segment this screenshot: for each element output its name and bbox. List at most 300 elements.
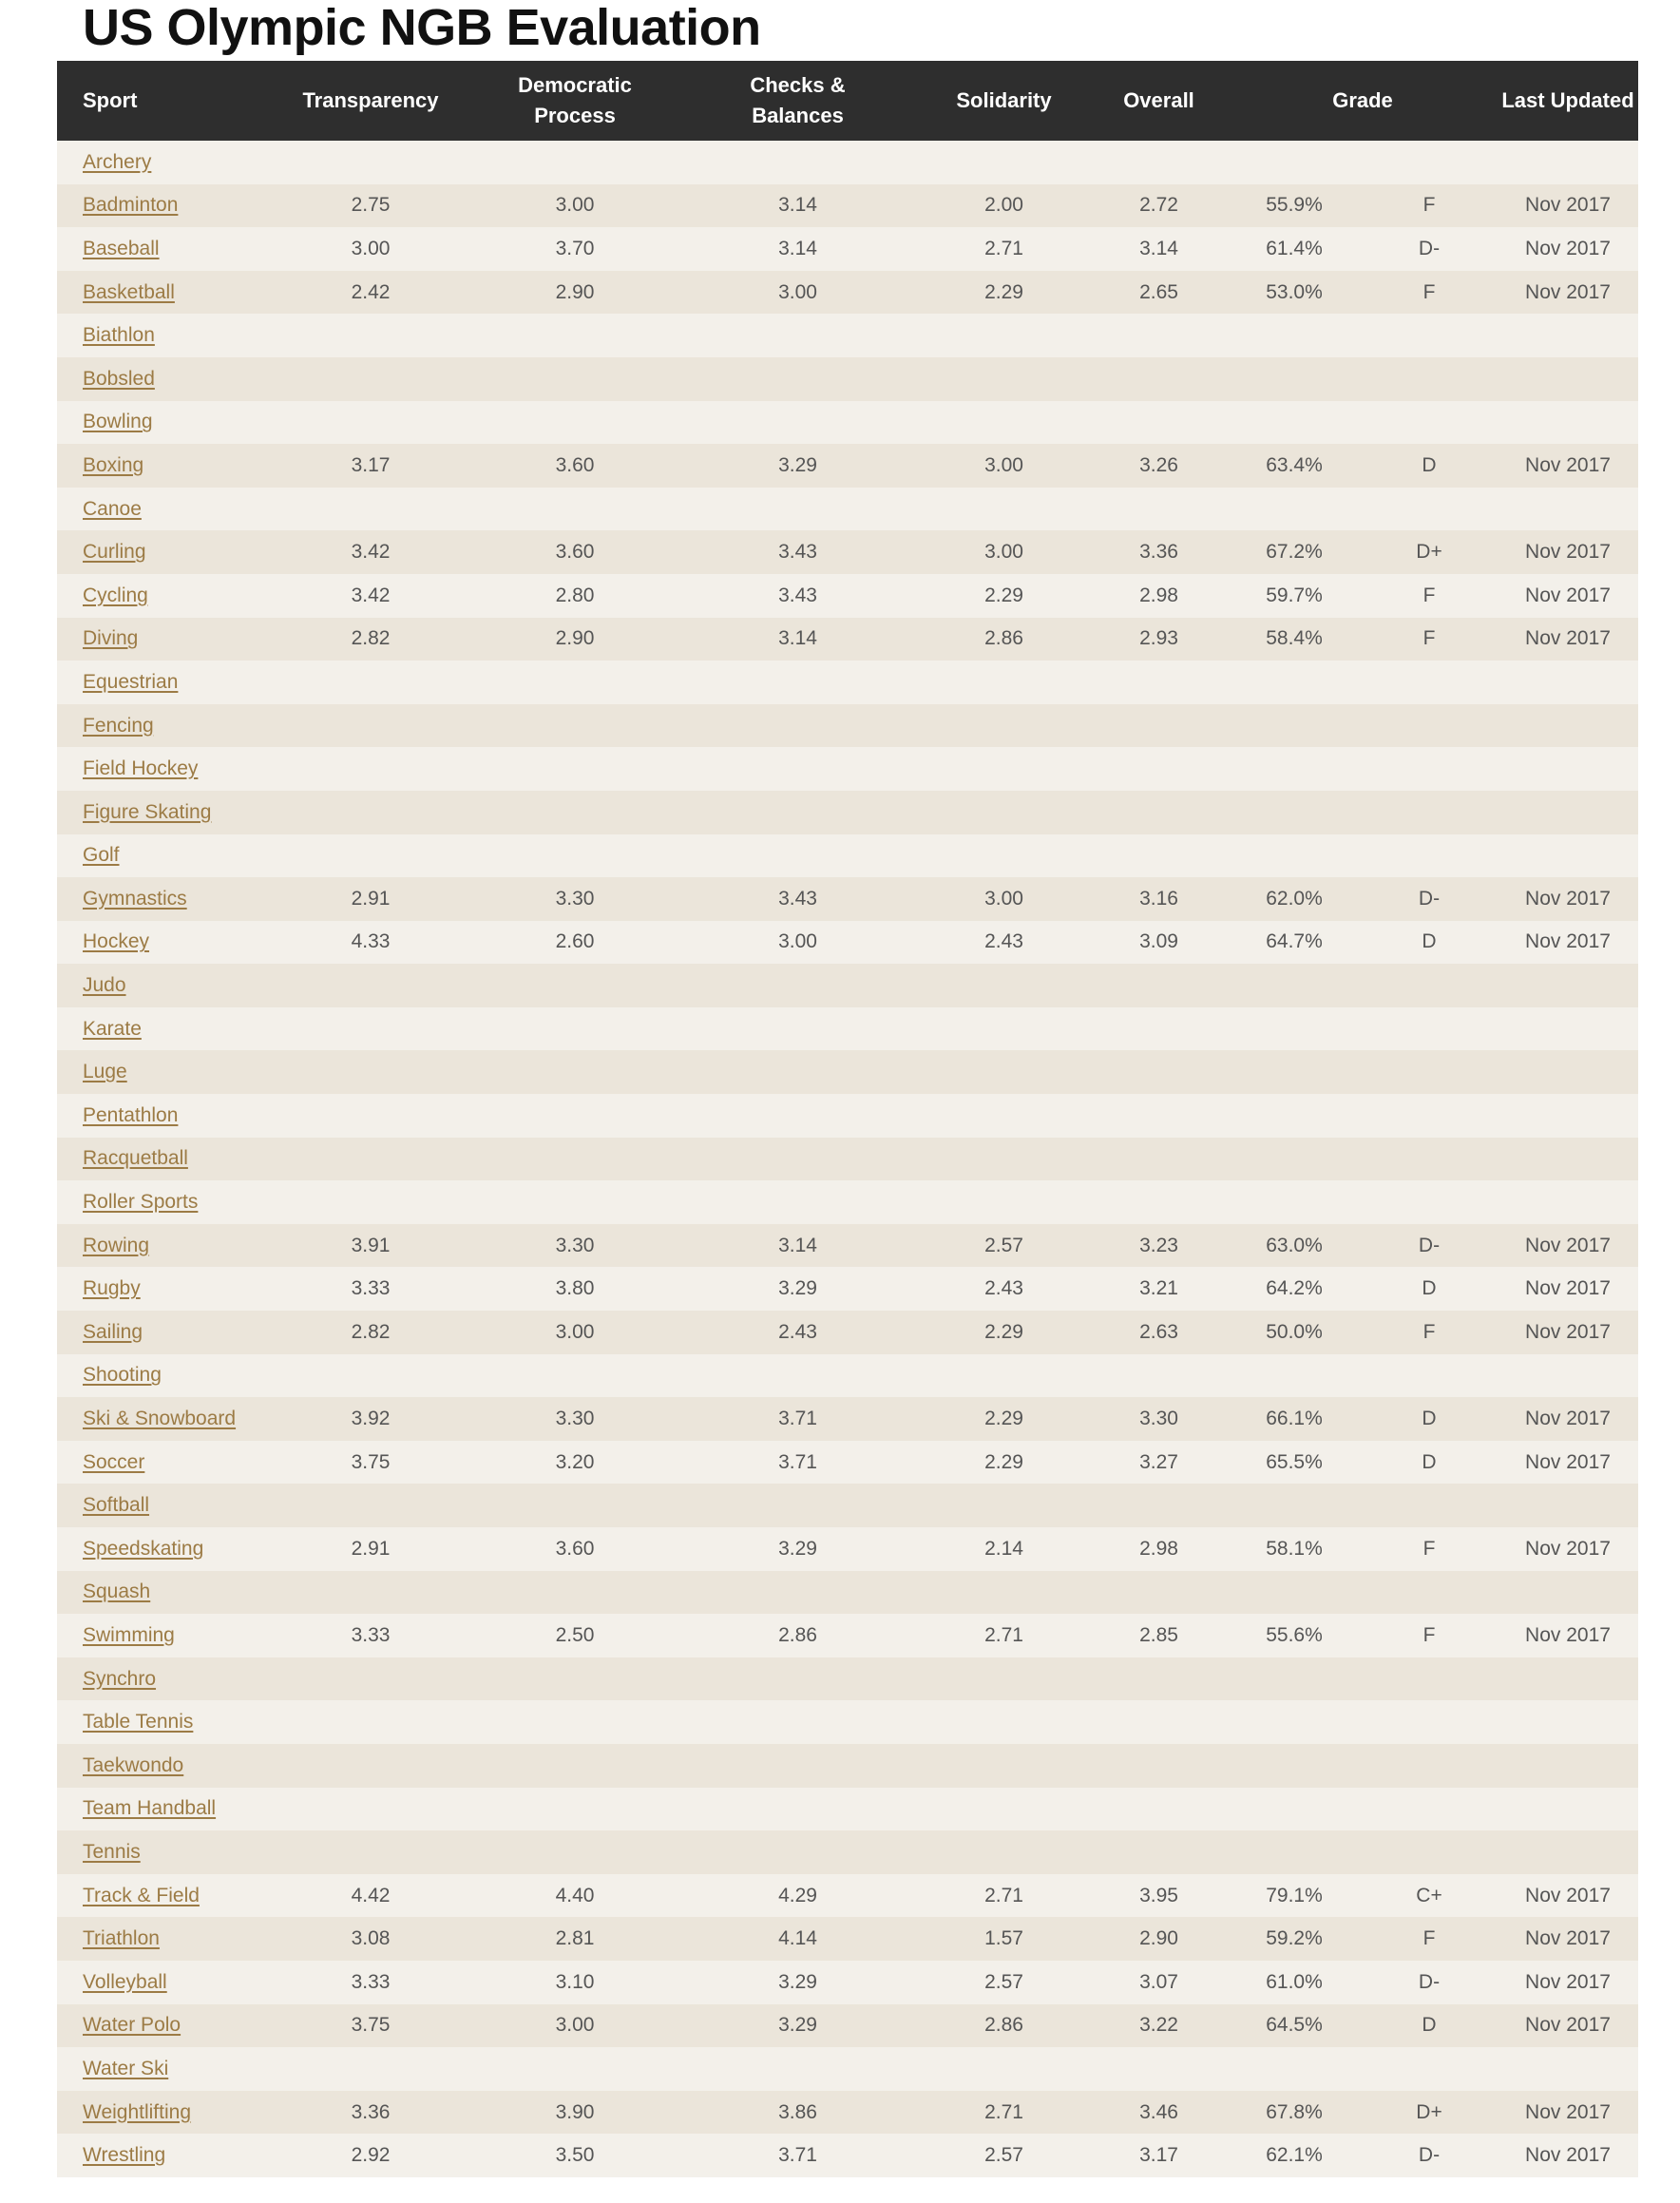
transparency-cell [269, 357, 472, 401]
grade-percent-cell [1228, 1484, 1361, 1527]
col-header-checks-balances[interactable] [678, 61, 918, 141]
sport-cell [57, 2091, 269, 2135]
democratic-process-cell [472, 1354, 678, 1398]
transparency-cell: 3.00 [351, 237, 391, 259]
table-row [57, 2047, 1638, 2091]
transparency-cell [269, 1007, 472, 1051]
democratic-process-cell [472, 661, 678, 704]
grade-letter-cell: F [1422, 194, 1436, 217]
democratic-process-cell [472, 357, 678, 401]
col-header-last-updated[interactable]: Last Updated [1501, 88, 1634, 112]
sport-link[interactable]: Taekwondo [83, 1753, 184, 1776]
table-header [57, 61, 1638, 141]
democratic-process-cell [472, 1007, 678, 1051]
grade-letter-cell: F [1422, 1320, 1436, 1343]
solidarity-cell: 2.71 [984, 1884, 1023, 1906]
col-header-transparency[interactable]: Transparency [302, 88, 439, 112]
sport-cell [57, 2047, 269, 2091]
sport-cell [57, 401, 269, 445]
sport-cell [57, 1007, 269, 1051]
transparency-cell [269, 1788, 472, 1831]
solidarity-cell [918, 964, 1090, 1007]
col-header-checks-line1: Checks & [750, 73, 846, 97]
last-updated-cell: Nov 2017 [1525, 1320, 1611, 1343]
sport-link[interactable]: Synchro [83, 1667, 157, 1690]
sport-cell [57, 1094, 269, 1138]
grade-percent-cell: 63.4% [1266, 453, 1323, 476]
grade-letter-cell [1361, 1180, 1498, 1224]
transparency-cell [269, 791, 472, 834]
sport-link[interactable]: Racquetball [83, 1147, 188, 1170]
col-header-sport[interactable]: Sport [83, 88, 138, 112]
grade-letter-cell [1361, 488, 1498, 531]
solidarity-cell: 3.00 [984, 453, 1023, 476]
sport-link[interactable]: Figure Skating [83, 800, 212, 823]
sport-link[interactable]: Curling [83, 541, 146, 564]
checks-balances-cell [678, 1700, 918, 1744]
sport-cell [57, 530, 269, 574]
table-row [57, 1788, 1638, 1831]
grade-percent-cell [1228, 1744, 1361, 1788]
sport-link[interactable]: Fencing [83, 714, 154, 737]
democratic-process-cell: 3.70 [555, 237, 595, 259]
col-header-grade[interactable]: Grade [1332, 88, 1393, 112]
col-header-democratic-line1: Democratic [518, 73, 632, 97]
grade-letter-cell: D [1422, 1408, 1437, 1430]
checks-balances-cell [678, 357, 918, 401]
overall-cell: 3.95 [1139, 1884, 1178, 1906]
solidarity-cell: 2.29 [984, 1320, 1023, 1343]
sport-cell [57, 357, 269, 401]
table-row [57, 141, 1638, 184]
last-updated-cell [1498, 1830, 1638, 1874]
sport-cell [57, 1267, 269, 1311]
sport-link[interactable]: Swimming [83, 1623, 175, 1646]
table-row [57, 1484, 1638, 1527]
col-header-democratic-process[interactable] [472, 61, 678, 141]
transparency-cell [269, 661, 472, 704]
democratic-process-cell [472, 1830, 678, 1874]
sport-link[interactable]: Luge [83, 1061, 127, 1083]
sport-cell [57, 1830, 269, 1874]
sport-link[interactable]: Volleyball [83, 1970, 167, 1993]
sport-link[interactable]: Ski & Snowboard [83, 1408, 237, 1430]
last-updated-cell: Nov 2017 [1525, 1970, 1611, 1993]
grade-percent-cell [1228, 401, 1361, 445]
sport-link[interactable]: Softball [83, 1494, 150, 1517]
sport-cell [57, 2004, 269, 2048]
democratic-process-cell [472, 1484, 678, 1527]
transparency-cell [269, 1138, 472, 1181]
sport-link[interactable]: Bobsled [83, 367, 155, 390]
last-updated-cell: Nov 2017 [1525, 2014, 1611, 2037]
grade-percent-cell: 59.2% [1266, 1927, 1323, 1950]
table-row [57, 1874, 1638, 1918]
overall-cell [1090, 791, 1228, 834]
sport-link[interactable]: Golf [83, 844, 120, 867]
checks-balances-cell [678, 1138, 918, 1181]
overall-cell: 3.46 [1139, 2100, 1178, 2123]
transparency-cell [269, 1657, 472, 1701]
checks-balances-cell: 3.43 [778, 584, 817, 606]
grade-percent-cell [1228, 357, 1361, 401]
overall-cell: 3.23 [1139, 1234, 1178, 1256]
grade-letter-cell: D+ [1416, 2100, 1442, 2123]
solidarity-cell: 2.57 [984, 2144, 1023, 2167]
sport-cell [57, 1397, 269, 1441]
overall-cell: 3.26 [1139, 453, 1178, 476]
solidarity-cell [918, 1180, 1090, 1224]
overall-cell [1090, 357, 1228, 401]
last-updated-cell: Nov 2017 [1525, 887, 1611, 910]
grade-letter-cell [1361, 401, 1498, 445]
transparency-cell [269, 141, 472, 184]
solidarity-cell [918, 2047, 1090, 2091]
grade-letter-cell [1361, 1094, 1498, 1138]
sport-cell [57, 1527, 269, 1571]
grade-percent-cell: 66.1% [1266, 1408, 1323, 1430]
last-updated-cell: Nov 2017 [1525, 1537, 1611, 1560]
democratic-process-cell [472, 747, 678, 791]
solidarity-cell [918, 1657, 1090, 1701]
checks-balances-cell [678, 791, 918, 834]
sport-cell [57, 444, 269, 488]
solidarity-cell: 3.00 [984, 887, 1023, 910]
overall-cell: 2.85 [1139, 1623, 1178, 1646]
col-header-solidarity[interactable]: Solidarity [956, 88, 1052, 112]
transparency-cell [269, 1180, 472, 1224]
sport-link[interactable]: Table Tennis [83, 1711, 194, 1734]
overall-cell [1090, 661, 1228, 704]
transparency-cell: 2.82 [351, 1320, 391, 1343]
last-updated-cell: Nov 2017 [1525, 541, 1611, 564]
solidarity-cell [918, 1700, 1090, 1744]
solidarity-cell [918, 141, 1090, 184]
sport-cell [57, 1354, 269, 1398]
grade-letter-cell [1361, 1744, 1498, 1788]
grade-percent-cell: 67.2% [1266, 541, 1323, 564]
transparency-cell: 4.33 [351, 930, 391, 953]
checks-balances-cell: 3.43 [778, 887, 817, 910]
sport-link[interactable]: Water Polo [83, 2014, 181, 2037]
grade-percent-cell: 62.0% [1266, 887, 1323, 910]
democratic-process-cell: 3.30 [555, 887, 595, 910]
checks-balances-cell [678, 1571, 918, 1615]
overall-cell: 2.65 [1139, 280, 1178, 303]
table-row [57, 1180, 1638, 1224]
sport-link[interactable]: Diving [83, 627, 139, 650]
overall-cell [1090, 1788, 1228, 1831]
solidarity-cell: 2.00 [984, 194, 1023, 217]
overall-cell: 2.98 [1139, 1537, 1178, 1560]
table-row [57, 2004, 1638, 2048]
grade-percent-cell [1228, 704, 1361, 748]
last-updated-cell [1498, 1744, 1638, 1788]
overall-cell [1090, 1007, 1228, 1051]
transparency-cell [269, 747, 472, 791]
solidarity-cell [918, 1354, 1090, 1398]
table-row [57, 877, 1638, 921]
col-header-democratic-line2: Process [534, 104, 616, 127]
col-header-checks-line2: Balances [752, 104, 844, 127]
table-row [57, 618, 1638, 661]
solidarity-cell [918, 1094, 1090, 1138]
sport-link[interactable]: Sailing [83, 1320, 143, 1343]
sport-link[interactable]: Speedskating [83, 1537, 204, 1560]
last-updated-cell [1498, 1180, 1638, 1224]
sport-cell [57, 1657, 269, 1701]
sport-cell [57, 271, 269, 315]
checks-balances-cell [678, 141, 918, 184]
sport-link[interactable]: Karate [83, 1017, 142, 1040]
last-updated-cell [1498, 1354, 1638, 1398]
sport-link[interactable]: Judo [83, 974, 126, 997]
sport-link[interactable]: Triathlon [83, 1927, 160, 1950]
checks-balances-cell: 3.71 [778, 1408, 817, 1430]
grade-letter-cell [1361, 314, 1498, 357]
sport-cell [57, 1571, 269, 1615]
transparency-cell: 3.17 [351, 453, 391, 476]
democratic-process-cell: 2.81 [555, 1927, 595, 1950]
transparency-cell: 2.91 [351, 1537, 391, 1560]
solidarity-cell: 2.57 [984, 1234, 1023, 1256]
sport-link[interactable]: Gymnastics [83, 887, 187, 910]
overall-cell [1090, 1700, 1228, 1744]
sport-link[interactable]: Cycling [83, 584, 148, 606]
sport-link[interactable]: Track & Field [83, 1884, 200, 1906]
grade-percent-cell: 63.0% [1266, 1234, 1323, 1256]
table-row [57, 661, 1638, 704]
header-row [57, 61, 1638, 141]
checks-balances-cell: 3.71 [778, 1450, 817, 1473]
table-row [57, 2134, 1638, 2177]
table-row [57, 1961, 1638, 2004]
democratic-process-cell: 3.00 [555, 2014, 595, 2037]
sport-cell [57, 661, 269, 704]
table-row [57, 314, 1638, 357]
sport-link[interactable]: Shooting [83, 1364, 162, 1387]
sport-cell [57, 618, 269, 661]
overall-cell: 2.93 [1139, 627, 1178, 650]
transparency-cell: 4.42 [351, 1884, 391, 1906]
ngb-table-container [57, 61, 1638, 2177]
grade-letter-cell [1361, 357, 1498, 401]
transparency-cell: 3.42 [351, 584, 391, 606]
democratic-process-cell [472, 141, 678, 184]
democratic-process-cell: 3.30 [555, 1234, 595, 1256]
transparency-cell: 3.33 [351, 1277, 391, 1300]
last-updated-cell: Nov 2017 [1525, 1450, 1611, 1473]
grade-letter-cell [1361, 1138, 1498, 1181]
grade-percent-cell: 79.1% [1266, 1884, 1323, 1906]
solidarity-cell: 2.43 [984, 1277, 1023, 1300]
sport-link[interactable]: Archery [83, 150, 152, 173]
sport-link[interactable]: Biathlon [83, 324, 155, 347]
sport-cell [57, 1484, 269, 1527]
table-row [57, 964, 1638, 1007]
last-updated-cell [1498, 661, 1638, 704]
sport-link[interactable]: Rugby [83, 1277, 141, 1300]
overall-cell [1090, 2047, 1228, 2091]
last-updated-cell: Nov 2017 [1525, 1234, 1611, 1256]
transparency-cell [269, 1354, 472, 1398]
sport-cell [57, 1874, 269, 1918]
sport-link[interactable]: Baseball [83, 237, 160, 259]
grade-percent-cell: 55.6% [1266, 1623, 1323, 1646]
sport-link[interactable]: Equestrian [83, 670, 179, 693]
transparency-cell [269, 704, 472, 748]
last-updated-cell [1498, 704, 1638, 748]
sport-link[interactable]: Boxing [83, 453, 144, 476]
last-updated-cell: Nov 2017 [1525, 1927, 1611, 1950]
democratic-process-cell [472, 314, 678, 357]
checks-balances-cell: 2.43 [778, 1320, 817, 1343]
grade-letter-cell: D+ [1416, 541, 1442, 564]
ngb-evaluation-table [57, 61, 1638, 2177]
grade-percent-cell [1228, 1138, 1361, 1181]
checks-balances-cell: 3.29 [778, 1970, 817, 1993]
last-updated-cell [1498, 488, 1638, 531]
table-row [57, 401, 1638, 445]
transparency-cell: 3.33 [351, 1970, 391, 1993]
checks-balances-cell: 3.29 [778, 1537, 817, 1560]
last-updated-cell [1498, 1700, 1638, 1744]
overall-cell [1090, 141, 1228, 184]
overall-cell [1090, 1354, 1228, 1398]
overall-cell [1090, 1050, 1228, 1094]
solidarity-cell: 2.86 [984, 2014, 1023, 2037]
transparency-cell [269, 2047, 472, 2091]
last-updated-cell [1498, 1138, 1638, 1181]
sport-link[interactable]: Hockey [83, 930, 150, 953]
solidarity-cell: 2.71 [984, 1623, 1023, 1646]
democratic-process-cell: 3.60 [555, 1537, 595, 1560]
table-row [57, 1354, 1638, 1398]
grade-percent-cell: 61.0% [1266, 1970, 1323, 1993]
grade-letter-cell: D [1422, 453, 1437, 476]
democratic-process-cell [472, 704, 678, 748]
sport-cell [57, 1441, 269, 1485]
checks-balances-cell [678, 1788, 918, 1831]
democratic-process-cell [472, 401, 678, 445]
table-row [57, 2091, 1638, 2135]
transparency-cell: 2.92 [351, 2144, 391, 2167]
overall-cell [1090, 1094, 1228, 1138]
overall-cell: 3.22 [1139, 2014, 1178, 2037]
grade-percent-cell: 59.7% [1266, 584, 1323, 606]
grade-letter-cell [1361, 2047, 1498, 2091]
sport-link[interactable]: Tennis [83, 1840, 141, 1863]
sport-link[interactable]: Roller Sports [83, 1191, 199, 1214]
transparency-cell: 3.36 [351, 2100, 391, 2123]
checks-balances-cell: 3.29 [778, 2014, 817, 2037]
checks-balances-cell: 3.86 [778, 2100, 817, 2123]
last-updated-cell [1498, 791, 1638, 834]
table-row [57, 1830, 1638, 1874]
grade-letter-cell [1361, 747, 1498, 791]
table-row [57, 834, 1638, 878]
grade-percent-cell: 55.9% [1266, 194, 1323, 217]
checks-balances-cell [678, 2047, 918, 2091]
sport-link[interactable]: Badminton [83, 194, 179, 217]
overall-cell [1090, 314, 1228, 357]
sport-link[interactable]: Bowling [83, 411, 153, 433]
sport-link[interactable]: Team Handball [83, 1797, 217, 1820]
sport-link[interactable]: Water Ski [83, 2057, 169, 2079]
table-row [57, 357, 1638, 401]
democratic-process-cell [472, 1788, 678, 1831]
transparency-cell: 3.33 [351, 1623, 391, 1646]
sport-link[interactable]: Soccer [83, 1450, 145, 1473]
table-row [57, 444, 1638, 488]
transparency-cell [269, 1571, 472, 1615]
sport-link[interactable]: Squash [83, 1580, 151, 1603]
transparency-cell: 2.42 [351, 280, 391, 303]
sport-link[interactable]: Weightlifting [83, 2100, 192, 2123]
table-row [57, 921, 1638, 965]
checks-balances-cell [678, 747, 918, 791]
overall-cell: 3.36 [1139, 541, 1178, 564]
grade-letter-cell [1361, 1354, 1498, 1398]
col-header-overall[interactable]: Overall [1123, 88, 1194, 112]
democratic-process-cell: 3.50 [555, 2144, 595, 2167]
sport-cell [57, 227, 269, 271]
solidarity-cell [918, 1050, 1090, 1094]
solidarity-cell [918, 314, 1090, 357]
transparency-cell: 3.91 [351, 1234, 391, 1256]
transparency-cell: 2.91 [351, 887, 391, 910]
checks-balances-cell: 4.29 [778, 1884, 817, 1906]
solidarity-cell [918, 1007, 1090, 1051]
sport-link[interactable]: Wrestling [83, 2144, 166, 2167]
solidarity-cell: 2.14 [984, 1537, 1023, 1560]
overall-cell [1090, 1180, 1228, 1224]
sport-cell [57, 964, 269, 1007]
overall-cell [1090, 704, 1228, 748]
democratic-process-cell [472, 1050, 678, 1094]
sport-link[interactable]: Basketball [83, 280, 175, 303]
sport-link[interactable]: Field Hockey [83, 757, 199, 780]
overall-cell [1090, 964, 1228, 1007]
grade-letter-cell [1361, 1050, 1498, 1094]
solidarity-cell [918, 834, 1090, 878]
sport-link[interactable]: Canoe [83, 497, 142, 520]
sport-link[interactable]: Rowing [83, 1234, 150, 1256]
grade-letter-cell [1361, 704, 1498, 748]
grade-percent-cell [1228, 661, 1361, 704]
democratic-process-cell [472, 964, 678, 1007]
sport-link[interactable]: Pentathlon [83, 1103, 179, 1126]
overall-cell: 3.16 [1139, 887, 1178, 910]
grade-percent-cell [1228, 2047, 1361, 2091]
transparency-cell: 3.75 [351, 1450, 391, 1473]
overall-cell [1090, 488, 1228, 531]
solidarity-cell: 1.57 [984, 1927, 1023, 1950]
overall-cell: 2.63 [1139, 1320, 1178, 1343]
table-row [57, 488, 1638, 531]
transparency-cell [269, 1484, 472, 1527]
grade-percent-cell [1228, 488, 1361, 531]
transparency-cell [269, 401, 472, 445]
sport-cell [57, 1138, 269, 1181]
checks-balances-cell [678, 1007, 918, 1051]
democratic-process-cell: 2.90 [555, 280, 595, 303]
overall-cell: 3.27 [1139, 1450, 1178, 1473]
transparency-cell [269, 1744, 472, 1788]
democratic-process-cell [472, 1180, 678, 1224]
grade-percent-cell [1228, 747, 1361, 791]
transparency-cell [269, 1094, 472, 1138]
